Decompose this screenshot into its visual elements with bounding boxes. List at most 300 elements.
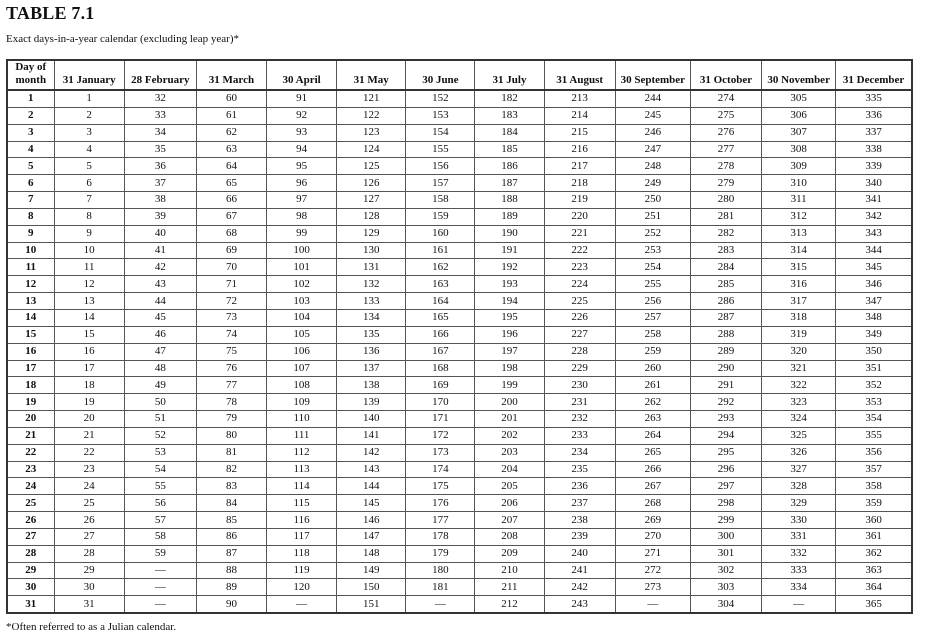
- table-row: [7, 192, 912, 209]
- day-of-year-cell: 52: [124, 427, 196, 444]
- day-of-year-cell: 295: [690, 444, 761, 461]
- day-of-year-cell: 226: [544, 309, 615, 326]
- day-of-month-cell: 4: [7, 141, 54, 158]
- day-of-year-cell: 208: [475, 528, 544, 545]
- day-of-year-cell: 154: [406, 124, 475, 141]
- day-of-year-cell: 33: [124, 107, 196, 124]
- table-row: [7, 242, 912, 259]
- day-of-year-cell: 253: [615, 242, 690, 259]
- table-row: [7, 107, 912, 124]
- day-of-year-cell: 181: [406, 579, 475, 596]
- day-of-year-cell: 107: [267, 360, 337, 377]
- day-of-year-cell: 223: [544, 259, 615, 276]
- day-of-year-cell: 18: [54, 377, 124, 394]
- day-of-year-cell: 24: [54, 478, 124, 495]
- day-of-year-cell: 115: [267, 495, 337, 512]
- day-of-year-cell: 237: [544, 495, 615, 512]
- day-of-year-cell: 123: [337, 124, 406, 141]
- day-of-year-cell: 170: [406, 394, 475, 411]
- day-of-year-cell: 327: [762, 461, 836, 478]
- day-of-year-cell: 78: [196, 394, 266, 411]
- day-of-year-cell: 26: [54, 512, 124, 529]
- day-of-year-cell: 96: [267, 175, 337, 192]
- day-of-month-header: [7, 60, 54, 90]
- day-of-year-cell: 21: [54, 427, 124, 444]
- day-of-year-cell: 131: [337, 259, 406, 276]
- day-of-year-cell: 105: [267, 326, 337, 343]
- month-header: 31 October: [690, 60, 761, 90]
- day-of-year-cell: 336: [836, 107, 912, 124]
- day-of-year-cell: 153: [406, 107, 475, 124]
- day-of-month-cell: 23: [7, 461, 54, 478]
- day-of-year-cell: 109: [267, 394, 337, 411]
- day-of-year-cell: 216: [544, 141, 615, 158]
- day-of-year-cell: 272: [615, 562, 690, 579]
- day-of-year-cell: 162: [406, 259, 475, 276]
- day-of-year-cell: 86: [196, 528, 266, 545]
- day-of-month-cell: 18: [7, 377, 54, 394]
- day-of-year-cell: 100: [267, 242, 337, 259]
- day-of-year-cell: 298: [690, 495, 761, 512]
- day-of-year-cell: 303: [690, 579, 761, 596]
- table-row: [7, 293, 912, 310]
- day-of-year-cell: 282: [690, 225, 761, 242]
- table-row: [7, 90, 912, 107]
- day-of-year-cell: 252: [615, 225, 690, 242]
- day-of-year-cell: 38: [124, 192, 196, 209]
- day-of-year-cell: 191: [475, 242, 544, 259]
- day-of-year-cell: 287: [690, 309, 761, 326]
- day-of-year-cell: 232: [544, 411, 615, 428]
- day-of-year-cell: 356: [836, 444, 912, 461]
- day-of-year-cell: 337: [836, 124, 912, 141]
- day-of-year-cell: 201: [475, 411, 544, 428]
- day-of-year-cell: 220: [544, 208, 615, 225]
- day-of-year-cell: 53: [124, 444, 196, 461]
- day-header-line1: Day of: [15, 61, 47, 73]
- day-of-year-cell: 152: [406, 90, 475, 107]
- day-of-year-cell: 290: [690, 360, 761, 377]
- day-of-year-cell: 69: [196, 242, 266, 259]
- day-of-month-cell: 10: [7, 242, 54, 259]
- day-of-year-cell: 126: [337, 175, 406, 192]
- day-of-year-cell: 158: [406, 192, 475, 209]
- day-of-year-cell: 307: [762, 124, 836, 141]
- day-of-year-cell: 35: [124, 141, 196, 158]
- day-of-year-cell: —: [406, 596, 475, 613]
- table-row: [7, 124, 912, 141]
- day-of-year-cell: 294: [690, 427, 761, 444]
- day-of-year-cell: 224: [544, 276, 615, 293]
- day-of-year-cell: 267: [615, 478, 690, 495]
- day-of-month-cell: 24: [7, 478, 54, 495]
- day-of-year-cell: 87: [196, 545, 266, 562]
- day-of-year-cell: 249: [615, 175, 690, 192]
- day-of-year-cell: 266: [615, 461, 690, 478]
- table-row: [7, 394, 912, 411]
- day-of-year-cell: 132: [337, 276, 406, 293]
- table-title: TABLE 7.1: [6, 3, 95, 23]
- day-of-year-cell: 12: [54, 276, 124, 293]
- day-of-year-cell: 199: [475, 377, 544, 394]
- table-row: [7, 377, 912, 394]
- day-of-month-cell: 28: [7, 545, 54, 562]
- day-of-year-cell: 13: [54, 293, 124, 310]
- day-of-year-cell: 155: [406, 141, 475, 158]
- day-of-year-cell: 322: [762, 377, 836, 394]
- day-of-year-cell: 140: [337, 411, 406, 428]
- day-header-line2: month: [15, 74, 47, 86]
- month-header: 31 July: [475, 60, 544, 90]
- day-of-year-cell: 84: [196, 495, 266, 512]
- day-of-year-cell: 293: [690, 411, 761, 428]
- day-of-year-cell: 110: [267, 411, 337, 428]
- day-of-year-cell: 164: [406, 293, 475, 310]
- day-of-year-cell: 225: [544, 293, 615, 310]
- day-of-year-cell: —: [762, 596, 836, 613]
- day-of-year-cell: 269: [615, 512, 690, 529]
- day-of-year-cell: 179: [406, 545, 475, 562]
- day-of-year-cell: 60: [196, 90, 266, 107]
- day-of-year-cell: 54: [124, 461, 196, 478]
- day-of-year-cell: 46: [124, 326, 196, 343]
- day-of-year-cell: 118: [267, 545, 337, 562]
- day-of-year-cell: 70: [196, 259, 266, 276]
- day-of-year-cell: 47: [124, 343, 196, 360]
- day-of-year-cell: 351: [836, 360, 912, 377]
- day-of-year-cell: 320: [762, 343, 836, 360]
- day-of-year-cell: 116: [267, 512, 337, 529]
- day-of-year-cell: 274: [690, 90, 761, 107]
- day-of-year-cell: 361: [836, 528, 912, 545]
- day-of-year-cell: 56: [124, 495, 196, 512]
- day-of-year-cell: 167: [406, 343, 475, 360]
- day-of-year-cell: 264: [615, 427, 690, 444]
- day-of-year-cell: 25: [54, 495, 124, 512]
- day-of-year-cell: 281: [690, 208, 761, 225]
- day-of-year-cell: 217: [544, 158, 615, 175]
- day-of-year-cell: 61: [196, 107, 266, 124]
- day-of-month-cell: 16: [7, 343, 54, 360]
- day-of-year-cell: 90: [196, 596, 266, 613]
- footnote: *Often referred to as a Julian calendar.: [6, 621, 177, 633]
- day-of-year-cell: 16: [54, 343, 124, 360]
- day-of-year-cell: 311: [762, 192, 836, 209]
- day-of-year-cell: 19: [54, 394, 124, 411]
- day-of-year-cell: 284: [690, 259, 761, 276]
- day-of-year-cell: 81: [196, 444, 266, 461]
- day-of-year-cell: 218: [544, 175, 615, 192]
- day-of-year-cell: 227: [544, 326, 615, 343]
- day-of-year-cell: 71: [196, 276, 266, 293]
- day-of-year-cell: 197: [475, 343, 544, 360]
- day-of-month-cell: 3: [7, 124, 54, 141]
- day-of-year-cell: —: [124, 596, 196, 613]
- day-of-year-cell: 215: [544, 124, 615, 141]
- day-of-year-cell: 350: [836, 343, 912, 360]
- day-of-year-cell: 129: [337, 225, 406, 242]
- month-header: 30 April: [267, 60, 337, 90]
- day-of-year-cell: 27: [54, 528, 124, 545]
- month-header: 30 November: [762, 60, 836, 90]
- month-header: 30 June: [406, 60, 475, 90]
- day-of-year-cell: 228: [544, 343, 615, 360]
- day-of-year-cell: 319: [762, 326, 836, 343]
- day-of-year-cell: 144: [337, 478, 406, 495]
- day-of-year-cell: 329: [762, 495, 836, 512]
- day-of-month-cell: 8: [7, 208, 54, 225]
- day-of-year-cell: 85: [196, 512, 266, 529]
- day-of-year-cell: 143: [337, 461, 406, 478]
- day-of-year-cell: 111: [267, 427, 337, 444]
- day-of-year-cell: 89: [196, 579, 266, 596]
- day-of-year-cell: 341: [836, 192, 912, 209]
- month-header: 31 May: [337, 60, 406, 90]
- day-of-year-cell: 202: [475, 427, 544, 444]
- table-row: [7, 495, 912, 512]
- day-of-year-cell: 103: [267, 293, 337, 310]
- day-of-year-cell: 285: [690, 276, 761, 293]
- day-of-month-cell: 30: [7, 579, 54, 596]
- day-of-year-cell: 334: [762, 579, 836, 596]
- day-of-year-cell: 182: [475, 90, 544, 107]
- day-of-year-cell: 127: [337, 192, 406, 209]
- day-of-month-cell: 26: [7, 512, 54, 529]
- day-of-year-cell: 161: [406, 242, 475, 259]
- table-row: [7, 478, 912, 495]
- day-of-month-cell: 5: [7, 158, 54, 175]
- day-of-year-cell: 204: [475, 461, 544, 478]
- day-of-year-cell: 156: [406, 158, 475, 175]
- day-of-year-cell: 275: [690, 107, 761, 124]
- month-header: 31 December: [836, 60, 912, 90]
- table-row: [7, 158, 912, 175]
- day-of-year-cell: 318: [762, 309, 836, 326]
- day-of-year-cell: 112: [267, 444, 337, 461]
- day-of-year-cell: 265: [615, 444, 690, 461]
- table-row: [7, 326, 912, 343]
- day-of-year-cell: 36: [124, 158, 196, 175]
- day-of-year-cell: 236: [544, 478, 615, 495]
- table-row: [7, 343, 912, 360]
- month-header: 31 January: [54, 60, 124, 90]
- table-row: [7, 512, 912, 529]
- day-of-year-cell: 273: [615, 579, 690, 596]
- day-of-year-cell: 151: [337, 596, 406, 613]
- day-of-year-cell: 243: [544, 596, 615, 613]
- day-of-year-cell: 10: [54, 242, 124, 259]
- day-of-year-cell: 331: [762, 528, 836, 545]
- day-of-year-cell: 214: [544, 107, 615, 124]
- day-of-year-cell: 247: [615, 141, 690, 158]
- day-of-year-cell: 168: [406, 360, 475, 377]
- day-of-year-cell: 271: [615, 545, 690, 562]
- day-of-month-cell: 29: [7, 562, 54, 579]
- day-of-year-cell: 106: [267, 343, 337, 360]
- day-of-year-cell: 357: [836, 461, 912, 478]
- table-row: [7, 141, 912, 158]
- calendar-body: [7, 90, 912, 613]
- day-of-year-cell: 65: [196, 175, 266, 192]
- day-of-year-cell: 76: [196, 360, 266, 377]
- day-of-month-cell: 15: [7, 326, 54, 343]
- day-of-year-cell: 175: [406, 478, 475, 495]
- day-of-year-cell: 262: [615, 394, 690, 411]
- day-of-year-cell: 355: [836, 427, 912, 444]
- day-of-year-cell: 324: [762, 411, 836, 428]
- day-of-year-cell: 40: [124, 225, 196, 242]
- day-of-year-cell: 138: [337, 377, 406, 394]
- day-of-year-cell: 121: [337, 90, 406, 107]
- table-row: [7, 579, 912, 596]
- day-of-year-cell: 149: [337, 562, 406, 579]
- day-of-year-cell: 313: [762, 225, 836, 242]
- day-of-month-cell: 14: [7, 309, 54, 326]
- table-row: [7, 411, 912, 428]
- day-of-year-cell: 300: [690, 528, 761, 545]
- day-of-year-cell: 39: [124, 208, 196, 225]
- day-of-year-cell: 183: [475, 107, 544, 124]
- day-of-year-cell: 297: [690, 478, 761, 495]
- day-of-year-cell: 221: [544, 225, 615, 242]
- day-of-month-cell: 12: [7, 276, 54, 293]
- day-of-month-cell: 7: [7, 192, 54, 209]
- day-of-year-cell: 359: [836, 495, 912, 512]
- day-of-year-cell: 114: [267, 478, 337, 495]
- day-of-year-cell: 308: [762, 141, 836, 158]
- day-of-year-cell: 194: [475, 293, 544, 310]
- day-of-year-cell: 358: [836, 478, 912, 495]
- day-of-year-cell: 31: [54, 596, 124, 613]
- table-row: [7, 360, 912, 377]
- day-of-year-cell: 122: [337, 107, 406, 124]
- day-of-year-cell: 1: [54, 90, 124, 107]
- day-of-year-cell: 72: [196, 293, 266, 310]
- day-of-year-cell: 32: [124, 90, 196, 107]
- day-of-year-cell: 362: [836, 545, 912, 562]
- day-of-year-cell: 239: [544, 528, 615, 545]
- julian-calendar-table: [6, 59, 913, 614]
- day-of-year-cell: 97: [267, 192, 337, 209]
- day-of-year-cell: 133: [337, 293, 406, 310]
- day-of-year-cell: 352: [836, 377, 912, 394]
- day-of-year-cell: 349: [836, 326, 912, 343]
- day-of-month-cell: 17: [7, 360, 54, 377]
- day-of-year-cell: 346: [836, 276, 912, 293]
- day-of-year-cell: 301: [690, 545, 761, 562]
- table-row: [7, 225, 912, 242]
- day-of-year-cell: 113: [267, 461, 337, 478]
- day-of-year-cell: 206: [475, 495, 544, 512]
- day-of-month-cell: 21: [7, 427, 54, 444]
- day-of-month-cell: 9: [7, 225, 54, 242]
- day-of-year-cell: 196: [475, 326, 544, 343]
- day-of-year-cell: 146: [337, 512, 406, 529]
- day-of-year-cell: 165: [406, 309, 475, 326]
- day-of-year-cell: 173: [406, 444, 475, 461]
- day-of-year-cell: 17: [54, 360, 124, 377]
- day-of-year-cell: 142: [337, 444, 406, 461]
- day-of-year-cell: 98: [267, 208, 337, 225]
- day-of-year-cell: 9: [54, 225, 124, 242]
- day-of-year-cell: 230: [544, 377, 615, 394]
- day-of-year-cell: 93: [267, 124, 337, 141]
- day-of-year-cell: —: [124, 562, 196, 579]
- day-of-year-cell: 80: [196, 427, 266, 444]
- day-of-year-cell: 246: [615, 124, 690, 141]
- day-of-year-cell: 195: [475, 309, 544, 326]
- day-of-year-cell: 343: [836, 225, 912, 242]
- day-of-year-cell: 171: [406, 411, 475, 428]
- day-of-year-cell: 188: [475, 192, 544, 209]
- day-of-year-cell: 99: [267, 225, 337, 242]
- day-of-year-cell: 302: [690, 562, 761, 579]
- day-of-year-cell: 314: [762, 242, 836, 259]
- table-row: [7, 427, 912, 444]
- day-of-year-cell: 7: [54, 192, 124, 209]
- day-of-year-cell: 157: [406, 175, 475, 192]
- day-of-month-cell: 20: [7, 411, 54, 428]
- day-of-year-cell: 141: [337, 427, 406, 444]
- day-of-year-cell: 190: [475, 225, 544, 242]
- day-of-month-cell: 31: [7, 596, 54, 613]
- day-of-year-cell: 128: [337, 208, 406, 225]
- day-of-year-cell: 44: [124, 293, 196, 310]
- day-of-year-cell: 104: [267, 309, 337, 326]
- day-of-year-cell: 51: [124, 411, 196, 428]
- day-of-year-cell: 254: [615, 259, 690, 276]
- day-of-year-cell: 354: [836, 411, 912, 428]
- day-of-year-cell: 159: [406, 208, 475, 225]
- day-of-year-cell: 280: [690, 192, 761, 209]
- day-of-year-cell: 79: [196, 411, 266, 428]
- day-of-year-cell: 177: [406, 512, 475, 529]
- day-of-month-cell: 2: [7, 107, 54, 124]
- day-of-year-cell: 330: [762, 512, 836, 529]
- day-of-year-cell: 15: [54, 326, 124, 343]
- day-of-year-cell: 48: [124, 360, 196, 377]
- day-of-year-cell: 234: [544, 444, 615, 461]
- day-of-year-cell: 332: [762, 545, 836, 562]
- day-of-year-cell: 14: [54, 309, 124, 326]
- day-of-year-cell: 192: [475, 259, 544, 276]
- day-of-year-cell: 148: [337, 545, 406, 562]
- day-of-year-cell: 211: [475, 579, 544, 596]
- day-of-year-cell: 59: [124, 545, 196, 562]
- day-of-year-cell: 207: [475, 512, 544, 529]
- day-of-year-cell: 6: [54, 175, 124, 192]
- day-of-year-cell: 42: [124, 259, 196, 276]
- day-of-year-cell: —: [267, 596, 337, 613]
- day-of-year-cell: 37: [124, 175, 196, 192]
- day-of-month-cell: 27: [7, 528, 54, 545]
- day-of-year-cell: 186: [475, 158, 544, 175]
- day-of-year-cell: 187: [475, 175, 544, 192]
- day-of-year-cell: 212: [475, 596, 544, 613]
- day-of-year-cell: 258: [615, 326, 690, 343]
- day-of-year-cell: 64: [196, 158, 266, 175]
- day-of-year-cell: 68: [196, 225, 266, 242]
- table-row: [7, 444, 912, 461]
- day-of-year-cell: 176: [406, 495, 475, 512]
- day-of-year-cell: 251: [615, 208, 690, 225]
- day-of-year-cell: 296: [690, 461, 761, 478]
- day-of-year-cell: 256: [615, 293, 690, 310]
- day-of-year-cell: 328: [762, 478, 836, 495]
- day-of-year-cell: 63: [196, 141, 266, 158]
- day-of-year-cell: 5: [54, 158, 124, 175]
- day-of-year-cell: 209: [475, 545, 544, 562]
